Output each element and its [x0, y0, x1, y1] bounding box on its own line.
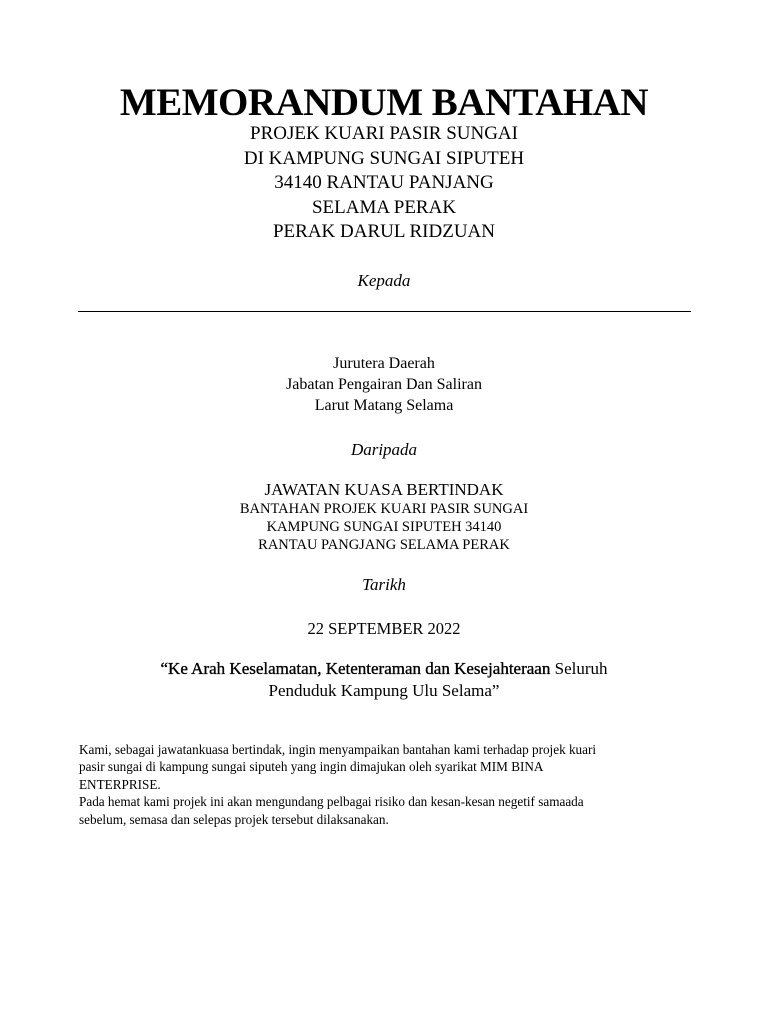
horizontal-divider	[78, 311, 691, 312]
sender-detail-line: RANTAU PANGJANG SELAMA PERAK	[258, 537, 510, 553]
kepada-label: Kepada	[357, 271, 411, 290]
motto-block	[0, 658, 768, 702]
sender-detail-line: KAMPUNG SUNGAI SIPUTEH 34140	[266, 519, 502, 535]
body-line: ENTERPRISE.	[79, 776, 161, 792]
sender-detail-line: BANTAHAN PROJEK KUARI PASIR SUNGAI	[239, 501, 529, 517]
motto-continuation: Seluruh	[550, 659, 608, 678]
recipient-line: Jabatan Pengairan Dan Saliran	[286, 376, 482, 393]
project-address-line: DI KAMPUNG SUNGAI SIPUTEH	[243, 147, 525, 169]
project-address-line: PERAK DARUL RIDZUAN	[272, 221, 496, 242]
sender-details-block	[0, 500, 768, 554]
project-address-block	[0, 122, 768, 245]
body-line: pasir sungai di kampung sungai siputeh yang ingin dimajukan oleh syarikat MIM BINA	[79, 759, 544, 775]
motto-line-2: Penduduk Kampung Ulu Selama”	[268, 681, 500, 700]
daripada-label: Daripada	[350, 440, 418, 459]
project-address-line: PROJEK KUARI PASIR SUNGAI	[250, 123, 518, 144]
recipient-block	[0, 353, 768, 416]
body-line: Kami, sebagai jawatankuasa bertindak, ingin menyampaikan bantahan kami terhadap projek kuari	[79, 742, 597, 757]
memo-date: 22 SEPTEMBER 2022	[307, 619, 461, 638]
body-line: Pada hemat kami projek ini akan mengundang pelbagai risiko dan kesan-kesan negetif samaada	[79, 794, 584, 810]
recipient-line: Jurutera Daerah	[333, 355, 435, 372]
sender-committee-name: JAWATAN KUASA BERTINDAK	[264, 480, 504, 499]
memo-body-paragraph	[79, 741, 699, 828]
body-line: sebelum, semasa dan selepas projek tersebut dilaksanakan.	[79, 811, 389, 827]
tarikh-label: Tarikh	[362, 575, 406, 594]
motto-line-1	[0, 658, 768, 680]
recipient-line: Larut Matang Selama	[314, 397, 454, 414]
motto-emphasis: “Ke Arah Keselamatan, Ketenteraman dan Kesejahteraan	[160, 659, 551, 678]
project-address-line: 34140 RANTAU PANJANG	[274, 172, 494, 193]
memo-title: MEMORANDUM BANTAHAN	[119, 81, 649, 124]
project-address-line: SELAMA PERAK	[311, 196, 457, 218]
